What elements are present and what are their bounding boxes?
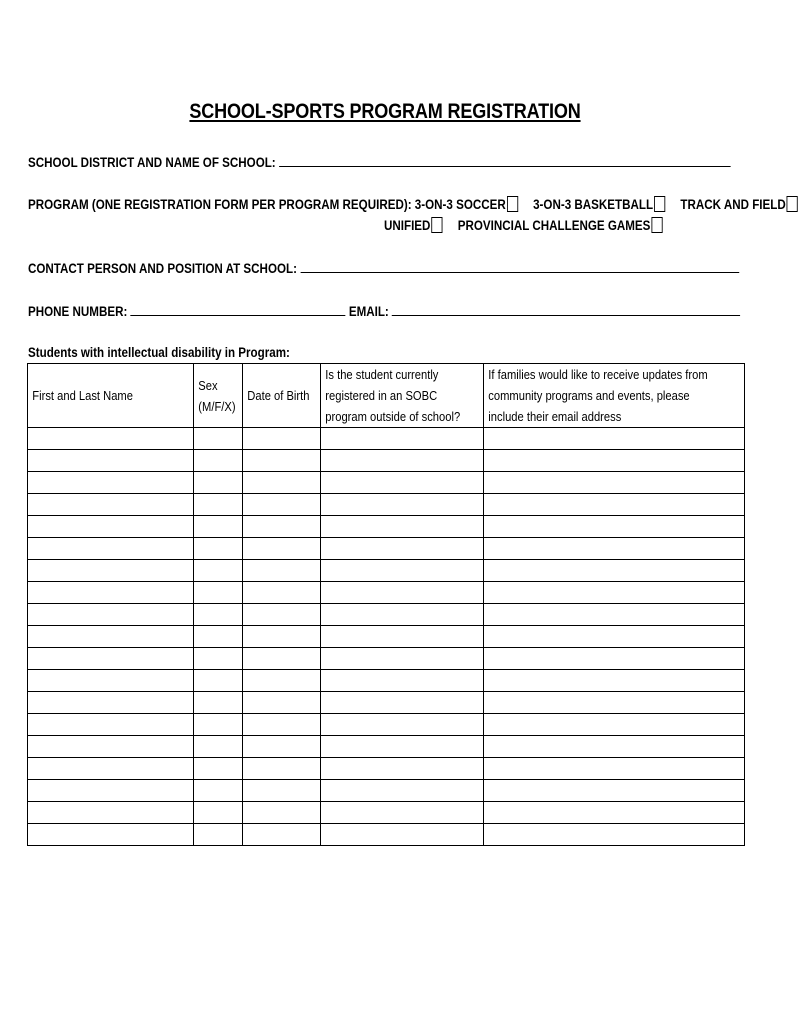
sex-cell[interactable] (193, 648, 242, 670)
sobc-cell[interactable] (321, 802, 484, 824)
name-cell[interactable] (28, 824, 194, 846)
updates-cell[interactable] (483, 560, 744, 582)
sobc-cell[interactable] (321, 714, 484, 736)
sobc-cell[interactable] (321, 428, 484, 450)
updates-cell[interactable] (483, 670, 744, 692)
table-row (28, 780, 745, 802)
table-row (28, 802, 745, 824)
table-body (28, 428, 745, 846)
name-cell[interactable] (28, 450, 194, 472)
table-row (28, 582, 745, 604)
school-label: SCHOOL DISTRICT AND NAME OF SCHOOL: (28, 155, 276, 170)
program-row (28, 196, 798, 212)
updates-cell[interactable] (483, 824, 744, 846)
basketball-checkbox[interactable] (654, 196, 665, 212)
table-row (28, 516, 745, 538)
program-option-basketball: 3-ON-3 BASKETBALL (533, 197, 665, 212)
sobc-cell[interactable] (321, 538, 484, 560)
table-row (28, 736, 745, 758)
sex-cell[interactable] (193, 516, 242, 538)
sobc-cell[interactable] (321, 758, 484, 780)
dob-cell[interactable] (242, 648, 320, 670)
form-title: SCHOOL-SPORTS PROGRAM REGISTRATION (189, 100, 581, 123)
sobc-cell[interactable] (321, 692, 484, 714)
sex-cell[interactable] (193, 758, 242, 780)
name-cell[interactable] (28, 472, 194, 494)
table-row (28, 824, 745, 846)
sobc-cell[interactable] (321, 780, 484, 802)
updates-cell[interactable] (483, 450, 744, 472)
updates-cell[interactable] (483, 802, 744, 824)
updates-cell[interactable] (483, 692, 744, 714)
dob-cell[interactable] (242, 472, 320, 494)
program-label: PROGRAM (ONE REGISTRATION FORM PER PROGRAM REQUIRED): (28, 197, 412, 212)
table-row (28, 758, 745, 780)
name-cell[interactable] (28, 626, 194, 648)
name-cell[interactable] (28, 780, 194, 802)
soccer-checkbox[interactable] (507, 196, 518, 212)
sex-cell[interactable] (193, 472, 242, 494)
dob-cell[interactable] (242, 736, 320, 758)
phone-email-row (28, 303, 740, 319)
program-option-track: TRACK AND FIELD (680, 197, 797, 212)
name-cell[interactable] (28, 670, 194, 692)
sobc-cell[interactable] (321, 560, 484, 582)
contact-field[interactable] (300, 260, 739, 273)
table-row (28, 604, 745, 626)
dob-cell[interactable] (242, 714, 320, 736)
dob-cell[interactable] (242, 582, 320, 604)
sobc-cell[interactable] (321, 516, 484, 538)
table-row (28, 472, 745, 494)
phone-label: PHONE NUMBER: (28, 304, 128, 319)
table-row (28, 714, 745, 736)
dob-cell[interactable] (242, 494, 320, 516)
sobc-cell[interactable] (321, 450, 484, 472)
students-section-heading: Students with intellectual disability in Program: (28, 345, 290, 360)
name-cell[interactable] (28, 758, 194, 780)
sex-cell[interactable] (193, 736, 242, 758)
updates-cell[interactable] (483, 494, 744, 516)
dob-cell[interactable] (242, 450, 320, 472)
name-cell[interactable] (28, 604, 194, 626)
sobc-cell[interactable] (321, 472, 484, 494)
sex-cell[interactable] (193, 626, 242, 648)
sex-cell[interactable] (193, 714, 242, 736)
dob-cell[interactable] (242, 670, 320, 692)
dob-cell[interactable] (242, 626, 320, 648)
dob-cell[interactable] (242, 538, 320, 560)
updates-cell[interactable] (483, 714, 744, 736)
header-dob: Date of Birth (242, 364, 320, 428)
name-cell[interactable] (28, 736, 194, 758)
sex-cell[interactable] (193, 802, 242, 824)
program-option-soccer: 3-ON-3 SOCCER (415, 197, 518, 212)
header-name: First and Last Name (28, 364, 194, 428)
unified-checkbox[interactable] (431, 217, 442, 233)
updates-cell[interactable] (483, 626, 744, 648)
sex-cell[interactable] (193, 560, 242, 582)
program-option-unified: UNIFIED (384, 218, 442, 233)
sobc-cell[interactable] (321, 648, 484, 670)
header-sobc: Is the student currently registered in an SOBC program outside of school? (321, 364, 484, 428)
sex-cell[interactable] (193, 604, 242, 626)
updates-cell[interactable] (483, 472, 744, 494)
name-cell[interactable] (28, 538, 194, 560)
email-field[interactable] (392, 303, 740, 316)
table-row (28, 428, 745, 450)
sex-cell[interactable] (193, 450, 242, 472)
name-cell[interactable] (28, 428, 194, 450)
table-row (28, 648, 745, 670)
table-row (28, 670, 745, 692)
updates-cell[interactable] (483, 604, 744, 626)
table-row (28, 560, 745, 582)
school-row (28, 154, 730, 170)
updates-cell[interactable] (483, 428, 744, 450)
dob-cell[interactable] (242, 802, 320, 824)
updates-cell[interactable] (483, 538, 744, 560)
header-sex: Sex (M/F/X) (193, 364, 242, 428)
header-updates: If families would like to receive updates from community programs and events, please include their email address (483, 364, 744, 428)
sobc-cell[interactable] (321, 582, 484, 604)
sex-cell[interactable] (193, 582, 242, 604)
updates-cell[interactable] (483, 648, 744, 670)
table-row (28, 450, 745, 472)
name-cell[interactable] (28, 560, 194, 582)
name-cell[interactable] (28, 802, 194, 824)
name-cell[interactable] (28, 494, 194, 516)
sex-cell[interactable] (193, 670, 242, 692)
sobc-cell[interactable] (321, 626, 484, 648)
table-row (28, 538, 745, 560)
sex-cell[interactable] (193, 428, 242, 450)
name-cell[interactable] (28, 714, 194, 736)
provincial-checkbox[interactable] (651, 217, 662, 233)
dob-cell[interactable] (242, 428, 320, 450)
sobc-cell[interactable] (321, 670, 484, 692)
dob-cell[interactable] (242, 604, 320, 626)
table-row (28, 626, 745, 648)
updates-cell[interactable] (483, 516, 744, 538)
name-cell[interactable] (28, 582, 194, 604)
sex-cell[interactable] (193, 824, 242, 846)
sex-cell[interactable] (193, 494, 242, 516)
dob-cell[interactable] (242, 692, 320, 714)
updates-cell[interactable] (483, 780, 744, 802)
table-row (28, 494, 745, 516)
updates-cell[interactable] (483, 582, 744, 604)
updates-cell[interactable] (483, 758, 744, 780)
email-label: EMAIL: (348, 304, 389, 319)
program-option-provincial: PROVINCIAL CHALLENGE GAMES (458, 218, 663, 233)
track-checkbox[interactable] (787, 196, 798, 212)
contact-row (28, 260, 739, 276)
sex-cell[interactable] (193, 538, 242, 560)
dob-cell[interactable] (242, 824, 320, 846)
student-table (27, 363, 745, 846)
sex-cell[interactable] (193, 692, 242, 714)
sobc-cell[interactable] (321, 494, 484, 516)
name-cell[interactable] (28, 516, 194, 538)
table-row (28, 692, 745, 714)
updates-cell[interactable] (483, 736, 744, 758)
sobc-cell[interactable] (321, 824, 484, 846)
table-header-row (28, 364, 745, 428)
phone-field[interactable] (131, 303, 346, 316)
name-cell[interactable] (28, 648, 194, 670)
school-field[interactable] (279, 154, 731, 167)
sex-cell[interactable] (193, 780, 242, 802)
dob-cell[interactable] (242, 758, 320, 780)
dob-cell[interactable] (242, 516, 320, 538)
sobc-cell[interactable] (321, 604, 484, 626)
contact-label: CONTACT PERSON AND POSITION AT SCHOOL: (28, 261, 297, 276)
dob-cell[interactable] (242, 560, 320, 582)
dob-cell[interactable] (242, 780, 320, 802)
name-cell[interactable] (28, 692, 194, 714)
sobc-cell[interactable] (321, 736, 484, 758)
program-row-2 (384, 217, 662, 233)
